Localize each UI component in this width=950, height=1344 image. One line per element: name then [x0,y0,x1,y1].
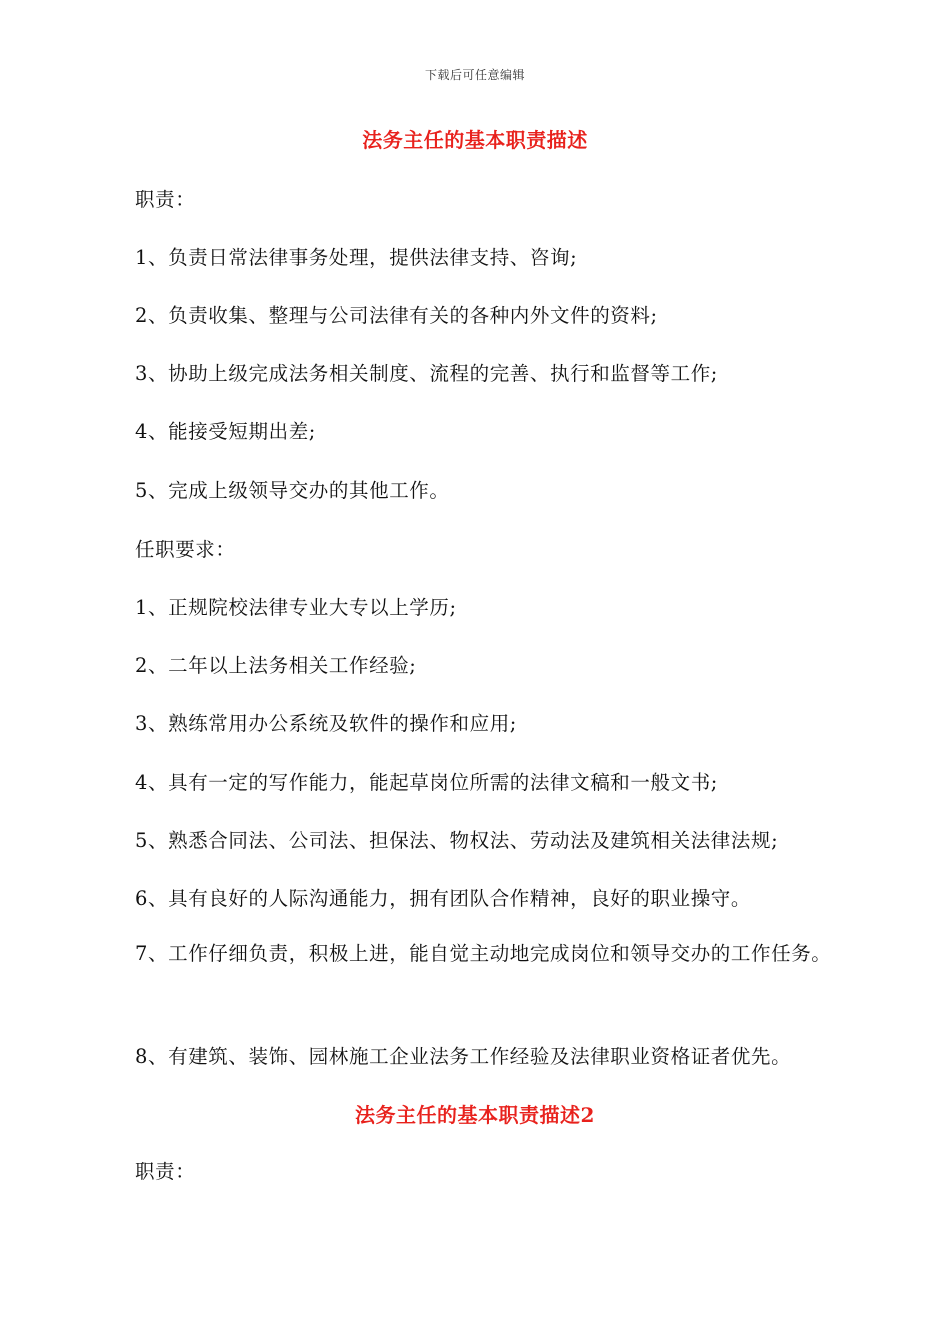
duties-heading-2: 职责： [135,1160,196,1183]
document-title: 法务主任的基本职责描述 [362,128,588,152]
duty-item: 3、协助上级完成法务相关制度、流程的完善、执行和监督等工作; [135,362,718,385]
header-note: 下载后可任意编辑 [424,68,525,82]
requirement-item: 5、熟悉合同法、公司法、担保法、物权法、劳动法及建筑相关法律法规; [135,829,779,852]
duty-item: 1、负责日常法律事务处理，提供法律支持、咨询; [135,246,578,269]
duty-item: 4、能接受短期出差; [135,420,316,443]
duty-item: 2、负责收集、整理与公司法律有关的各种内外文件的资料; [135,304,658,327]
duties-heading: 职责： [135,188,196,211]
document-title-2: 法务主任的基本职责描述2 [355,1103,595,1127]
requirement-item: 8、有建筑、装饰、园林施工企业法务工作经验及法律职业资格证者优先。 [135,1045,792,1068]
requirement-item: 6、具有良好的人际沟通能力，拥有团队合作精神，良好的职业操守。 [135,887,752,910]
requirement-item: 2、二年以上法务相关工作经验; [135,654,417,677]
duty-item: 5、完成上级领导交办的其他工作。 [135,479,450,502]
requirement-item: 3、熟练常用办公系统及软件的操作和应用; [135,712,517,735]
requirements-heading: 任职要求： [135,538,236,561]
requirement-item: 7、工作仔细负责，积极上进，能自觉主动地完成岗位和领导交办的工作任务。 [135,942,832,965]
requirement-item: 1、正规院校法律专业大专以上学历; [135,596,457,619]
requirement-item: 4、具有一定的写作能力，能起草岗位所需的法律文稿和一般文书; [135,771,718,794]
